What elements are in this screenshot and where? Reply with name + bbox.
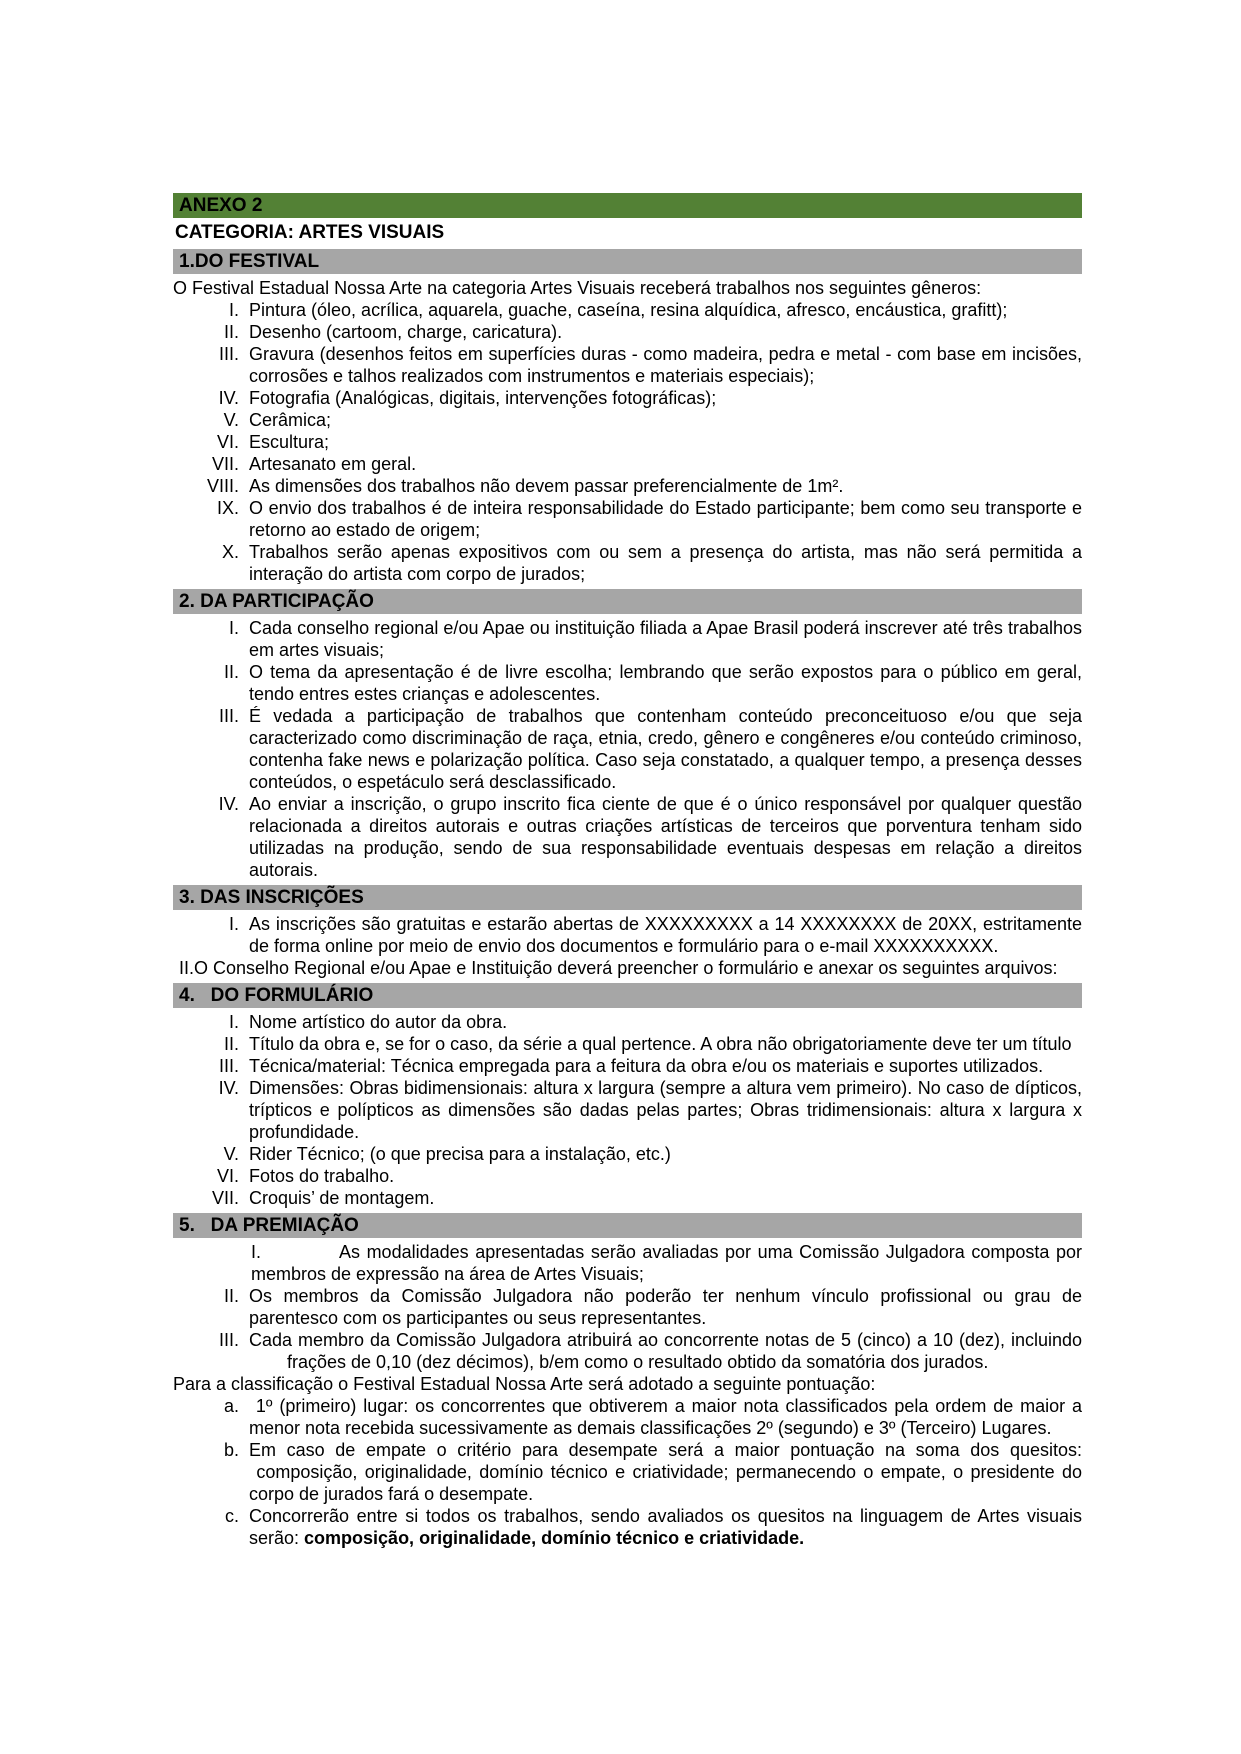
item-text: Pintura (óleo, acrílica, aquarela, guache, caseína, resina alquídica, afresco, encáustica, grafitt); (249, 300, 1008, 320)
list-item (173, 913, 1082, 957)
list-item (173, 475, 1082, 497)
item-marker: IV. (218, 1078, 239, 1098)
item-text: Fotos do trabalho. (249, 1166, 395, 1186)
item-marker: a. (223, 1396, 239, 1416)
list-item (251, 1241, 1082, 1285)
item-text: Escultura; (249, 432, 330, 452)
item-text: Em caso de empate o critério para desempate será a maior pontuação na soma dos quesitos: composição, originalidade, domínio técnico e criatividade; permanecendo o empate, o presidente do corpo de jurados fará o desempate. (249, 1440, 1082, 1504)
item-marker: I. (228, 300, 239, 320)
item-marker: X. (221, 542, 239, 562)
item-marker: II. (223, 322, 239, 342)
list-item (173, 497, 1082, 541)
item-text: Ao enviar a inscrição, o grupo inscrito fica ciente de que é o único responsável por qualquer questão relacionada a direitos autorais e outras criações artísticas de terceiros que porventura tenham sido utilizadas na produção, sendo de sua responsabilidade eventuais despesas em relação a direitos autorais. (249, 794, 1082, 880)
list-item (173, 1395, 1082, 1439)
item-text: O envio dos trabalhos é de inteira responsabilidade do Estado participante; bem como seu transporte e retorno ao estado de origem; (249, 498, 1082, 540)
list-item (173, 705, 1082, 793)
item-text: Gravura (desenhos feitos em superfícies duras - como madeira, pedra e metal - com base em incisões, corrosões e talhos realizados com instrumentos e materiais especiais); (249, 344, 1082, 386)
section-1-intro: O Festival Estadual Nossa Arte na categoria Artes Visuais receberá trabalhos nos seguintes gêneros: (173, 278, 982, 298)
item-text: Trabalhos serão apenas expositivos com ou sem a presença do artista, mas não será permitida a interação do artista com corpo de jurados; (249, 542, 1082, 584)
item-text: As modalidades apresentadas serão avaliadas por uma Comissão Julgadora composta por membros de expressão na área de Artes Visuais; (251, 1242, 1082, 1284)
item-marker: c. (224, 1506, 239, 1526)
item-marker: II. (223, 1034, 239, 1054)
list-item (173, 343, 1082, 387)
section-1-header: 1.DO FESTIVAL (173, 249, 1082, 274)
item-text: Cada membro da Comissão Julgadora atribuirá ao concorrente notas de 5 (cinco) a 10 (dez), incluindo frações de 0,10 (dez décimos), b/em como o resultado obtido da somatória dos jurados. (249, 1330, 1082, 1372)
item-marker: III. (218, 1056, 239, 1076)
list-item (173, 1143, 1082, 1165)
list-item (173, 1439, 1082, 1505)
item-text: Técnica/material: Técnica empregada para a feitura da obra e/ou os materiais e suportes utilizados. (249, 1056, 1044, 1076)
item-text-normal: Concorrerão entre si todos os trabalhos, sendo avaliados os quesitos na linguagem de Artes visuais serão: (249, 1506, 1082, 1548)
annex-title: ANEXO 2 (179, 195, 263, 216)
list-item (173, 1011, 1082, 1033)
section-4-header: 4. DO FORMULÁRIO (173, 983, 1082, 1008)
item-marker: III. (218, 706, 239, 726)
item-marker: VI. (216, 432, 239, 452)
item-marker: I. (228, 618, 239, 638)
item-marker: I. (228, 1012, 239, 1032)
list-item (173, 1033, 1082, 1055)
list-item (173, 431, 1082, 453)
category-title: CATEGORIA: ARTES VISUAIS (175, 222, 445, 243)
list-item (173, 299, 1082, 321)
item-text: Cerâmica; (249, 410, 332, 430)
item-text: As dimensões dos trabalhos não devem passar preferencialmente de 1m². (249, 476, 844, 496)
item-text: Título da obra e, se for o caso, da série a qual pertence. A obra não obrigatoriamente deve ter um título (249, 1034, 1072, 1054)
item-text: 1º (primeiro) lugar: os concorrentes que obtiverem a maior nota classificados pela ordem de maior a menor nota recebida sucessivamente as demais classificações 2º (segundo) e 3º (Terceiro) Lugares. (249, 1396, 1082, 1438)
list-item (173, 617, 1082, 661)
item-text: O tema da apresentação é de livre escolha; lembrando que serão expostos para o público em geral, tendo entres estes crianças e adolescentes. (249, 662, 1082, 704)
item-marker: IV. (218, 794, 239, 814)
item-marker: VII. (211, 1188, 239, 1208)
item-marker: I. (251, 1242, 262, 1262)
item-marker: III. (218, 1330, 239, 1350)
list-item (173, 409, 1082, 431)
annex-header-bar (173, 193, 1082, 218)
list-item (173, 541, 1082, 585)
section-5-header: 5. DA PREMIAÇÃO (173, 1213, 1082, 1238)
item-text: Desenho (cartoom, charge, caricatura). (249, 322, 563, 342)
list-item (173, 1329, 1082, 1373)
list-item (173, 1505, 1082, 1549)
item-marker: V. (223, 410, 239, 430)
list-item (173, 453, 1082, 475)
list-item (173, 1055, 1082, 1077)
item-marker: b. (223, 1440, 239, 1460)
item-marker: VII. (211, 454, 239, 474)
list-item (173, 793, 1082, 881)
item-marker: V. (223, 1144, 239, 1164)
item-text: Cada conselho regional e/ou Apae ou instituição filiada a Apae Brasil poderá inscrever até três trabalhos em artes visuais; (249, 618, 1082, 660)
item-marker: II. (223, 1286, 239, 1306)
item-text: Fotografia (Analógicas, digitais, intervenções fotográficas); (249, 388, 717, 408)
item-marker: VI. (216, 1166, 239, 1186)
item-text: Dimensões: Obras bidimensionais: altura x largura (sempre a altura vem primeiro). No caso de dípticos, trípticos e polípticos as dimensões são dadas pelas partes; Obras tridimensionais: altura x largura x profundidade. (249, 1078, 1082, 1142)
item-marker: VIII. (206, 476, 239, 496)
list-item (173, 661, 1082, 705)
item-text: Croquis’ de montagem. (249, 1188, 435, 1208)
section-3-trailing-paragraph: II.O Conselho Regional e/ou Apae e Instituição deverá preencher o formulário e anexar os seguintes arquivos: (179, 958, 1058, 978)
list-item (173, 1165, 1082, 1187)
list-item (173, 1077, 1082, 1143)
item-marker: I. (228, 914, 239, 934)
item-marker: IV. (218, 388, 239, 408)
item-text: As inscrições são gratuitas e estarão abertas de XXXXXXXXX a 14 XXXXXXXX de 20XX, estritamente de forma online por meio de envio dos documentos e formulário para o e-mail XXXXXXXXXX. (249, 914, 1082, 956)
item-text-bold: composição, originalidade, domínio técnico e criatividade. (304, 1528, 805, 1548)
item-text: Nome artístico do autor da obra. (249, 1012, 508, 1032)
item-marker: II. (223, 662, 239, 682)
document-body (173, 193, 1082, 1549)
item-text: Os membros da Comissão Julgadora não poderão ter nenhum vínculo profissional ou grau de parentesco com os participantes ou seus representantes. (249, 1286, 1082, 1328)
list-item (173, 387, 1082, 409)
section-3-header: 3. DAS INSCRIÇÕES (173, 885, 1082, 910)
item-text: É vedada a participação de trabalhos que contenham conteúdo preconceituoso e/ou que seja caracterizado como discriminação de raça, etnia, credo, gênero e congêneres e/ou conteúdo criminoso, contenha fake news e polarização política. Caso seja constatado, a qualquer tempo, a presença desses conteúdos, o espetáculo será desclassificado. (249, 706, 1082, 792)
list-item (173, 1285, 1082, 1329)
item-text: Rider Técnico; (o que precisa para a instalação, etc.) (249, 1144, 671, 1164)
classification-paragraph: Para a classificação o Festival Estadual Nossa Arte será adotado a seguinte pontuação: (173, 1374, 876, 1394)
section-2-header: 2. DA PARTICIPAÇÃO (173, 589, 1082, 614)
item-marker: III. (218, 344, 239, 364)
list-item (173, 1187, 1082, 1209)
item-marker: IX. (216, 498, 239, 518)
item-text: Artesanato em geral. (249, 454, 417, 474)
item-text (249, 1505, 1082, 1549)
list-item (173, 321, 1082, 343)
